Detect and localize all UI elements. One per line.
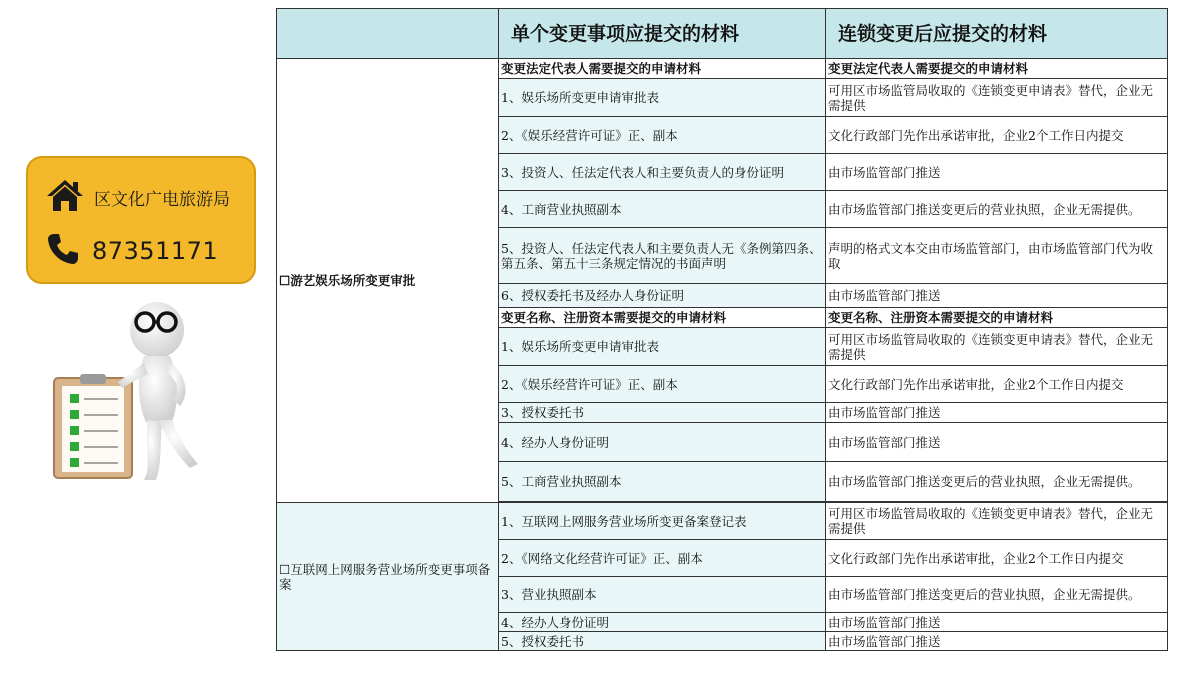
item-cell: 5、投资人、任法定代表人和主要负责人无《条例第四条、第五条、第五十三条规定情况的书面声明 [499,228,826,284]
home-icon [46,178,84,216]
header-chain-change: 连锁变更后应提交的材料 [826,9,1168,59]
subheader-right: 变更法定代表人需要提交的申请材料 [826,59,1168,79]
phone-row [46,232,218,270]
item-cell: 1、娱乐场所变更申请审批表 [499,328,826,366]
table-row [277,503,1168,540]
phone-number: 87351171 [92,237,219,265]
subheader-right: 变更名称、注册资本需要提交的申请材料 [826,308,1168,328]
header-corner [277,9,499,59]
note-cell: 由市场监管部门推送 [826,423,1168,462]
materials-table [276,8,1168,651]
item-cell: 4、经办人身份证明 [499,613,826,632]
note-cell: 声明的格式文本交由市场监管部门，由市场监管部门代为收取 [826,228,1168,284]
item-cell: 4、工商营业执照副本 [499,191,826,228]
item-cell: 5、工商营业执照副本 [499,462,826,502]
item-cell: 1、互联网上网服务营业场所变更备案登记表 [499,503,826,540]
category-internet-cafe: ☐互联网上网服务营业场所变更事项备案 [277,503,499,651]
note-cell: 由市场监管部门推送 [826,403,1168,423]
office-row [46,178,230,216]
note-cell: 可用区市场监管局收取的《连锁变更申请表》替代，企业无需提供 [826,79,1168,117]
office-name: 区文化广电旅游局 [94,189,230,210]
note-cell: 可用区市场监管局收取的《连锁变更申请表》替代，企业无需提供 [826,503,1168,540]
note-cell: 由市场监管部门推送 [826,632,1168,651]
note-cell: 由市场监管部门推送 [826,613,1168,632]
category-entertainment: ☐游艺娱乐场所变更审批 [277,59,499,503]
item-cell: 5、授权委托书 [499,632,826,651]
note-cell: 由市场监管部门推送变更后的营业执照，企业无需提供。 [826,577,1168,613]
subheader-left: 变更法定代表人需要提交的申请材料 [499,59,826,79]
item-cell: 2、《娱乐经营许可证》正、副本 [499,117,826,154]
figure-with-checklist [52,296,212,486]
table-row [277,59,1168,79]
note-cell: 文化行政部门先作出承诺审批，企业2个工作日内提交 [826,117,1168,154]
note-cell: 由市场监管部门推送变更后的营业执照，企业无需提供。 [826,191,1168,228]
item-cell: 2、《娱乐经营许可证》正、副本 [499,366,826,403]
item-cell: 3、授权委托书 [499,403,826,423]
header-single-change: 单个变更事项应提交的材料 [499,9,826,59]
contact-card [26,156,256,284]
item-cell: 6、授权委托书及经办人身份证明 [499,284,826,308]
phone-icon [46,232,80,270]
note-cell: 文化行政部门先作出承诺审批，企业2个工作日内提交 [826,540,1168,577]
table-header-row [277,9,1168,59]
note-cell: 可用区市场监管局收取的《连锁变更申请表》替代，企业无需提供 [826,328,1168,366]
note-cell: 文化行政部门先作出承诺审批，企业2个工作日内提交 [826,366,1168,403]
item-cell: 3、投资人、任法定代表人和主要负责人的身份证明 [499,154,826,191]
note-cell: 由市场监管部门推送 [826,284,1168,308]
checklist-person-illustration [52,296,212,486]
item-cell: 2、《网络文化经营许可证》正、副本 [499,540,826,577]
note-cell: 由市场监管部门推送变更后的营业执照，企业无需提供。 [826,462,1168,502]
subheader-left: 变更名称、注册资本需要提交的申请材料 [499,308,826,328]
item-cell: 4、经办人身份证明 [499,423,826,462]
item-cell: 3、营业执照副本 [499,577,826,613]
item-cell: 1、娱乐场所变更申请审批表 [499,79,826,117]
note-cell: 由市场监管部门推送 [826,154,1168,191]
